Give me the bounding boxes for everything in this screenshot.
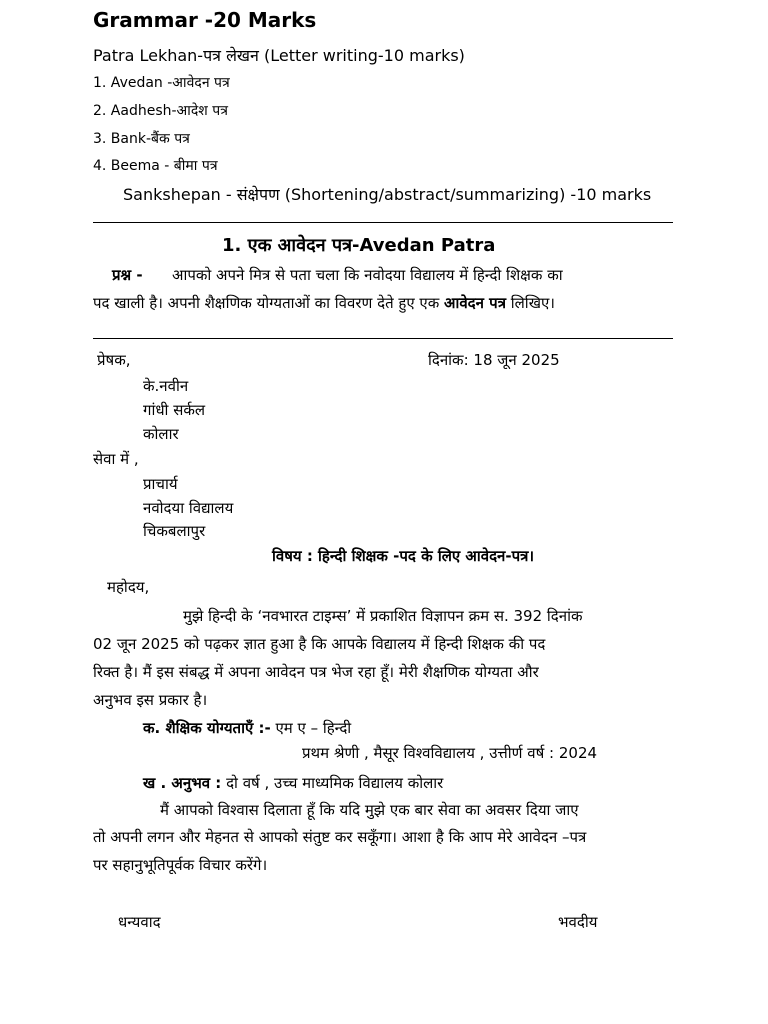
paragraph-line: 02 जून 2025 को पढ़कर ज्ञात हुआ है कि आपके विद्यालय में हिन्दी शिक्षक की पद [93, 635, 546, 653]
letter-subject: विषय : हिन्दी शिक्षक -पद के लिए आवेदन-पत्र। [272, 547, 535, 565]
paragraph-line: मुझे हिन्दी के ‘नवभारत टाइम्स’ में प्रकाशित विज्ञापन क्रम स. 392 दिनांक [183, 607, 583, 625]
list-item: 4. Beema - बीमा पत्र [93, 158, 218, 174]
paragraph-line: रिक्त है। मैं इस संबद्ध में अपना आवेदन पत्र भेज रहा हूँ। मेरी शैक्षणिक योग्यता और [93, 663, 539, 681]
question-text: पद खाली है। अपनी शैक्षणिक योग्यताओं का विवरण देते हुए एक [93, 294, 444, 312]
qualification-line [143, 718, 351, 738]
qualification-detail: प्रथम श्रेणी , मैसूर विश्वविद्यालय , उत्तीर्ण वर्ष : 2024 [302, 744, 598, 762]
page-title: Grammar -20 Marks [93, 8, 317, 32]
subtitle: Patra Lekhan-पत्र लेखन (Letter writing-10 marks) [93, 46, 465, 65]
question-emphasis: आवेदन पत्र [444, 294, 506, 312]
experience-label: ख . अनुभव : [143, 774, 222, 792]
qualification-label: क. शैक्षिक योग्यताएँ :- [143, 719, 271, 737]
experience-value: दो वर्ष , उच्च माध्यमिक विद्यालय कोलार [221, 774, 444, 792]
sankshepan-line: Sankshepan - संक्षेपण (Shortening/abstract/summarizing) -10 marks [123, 185, 652, 204]
paragraph-line: तो अपनी लगन और मेहनत से आपको संतुष्ट कर सकूँगा। आशा है कि आप मेरे आवेदन –पत्र [93, 828, 587, 846]
paragraph-line: अनुभव इस प्रकार है। [93, 691, 208, 709]
letter-date: दिनांक: 18 जून 2025 [428, 351, 560, 369]
qualification-value: एम ए – हिन्दी [270, 719, 352, 737]
recipient-address-line: नवोदया विद्यालय [143, 499, 234, 517]
list-item: 3. Bank-बैंक पत्र [93, 131, 190, 147]
sender-label: प्रेषक, [97, 351, 131, 369]
sender-address-line: गांधी सर्कल [143, 401, 206, 419]
divider [93, 338, 673, 339]
list-item: 2. Aadhesh-आदेश पत्र [93, 103, 228, 119]
list-item: 1. Avedan -आवेदन पत्र [93, 75, 230, 91]
question-line: आपको अपने मित्र से पता चला कि नवोदया विद्यालय में हिन्दी शिक्षक का [172, 266, 563, 284]
recipient-address-line: प्राचार्य [143, 475, 178, 493]
paragraph-line: पर सहानुभूतिपूर्वक विचार करेंगे। [93, 856, 268, 874]
paragraph-line: मैं आपको विश्वास दिलाता हूँ कि यदि मुझे एक बार सेवा का अवसर दिया जाए [160, 801, 579, 819]
section-heading: 1. एक आवेदन पत्र-Avedan Patra [222, 235, 496, 256]
sender-address-line: कोलार [143, 425, 179, 443]
sender-address-line: के.नवीन [143, 377, 189, 395]
question-text: लिखिए। [505, 294, 555, 312]
divider [93, 222, 673, 223]
recipient-address-line: चिकबलापुर [143, 522, 206, 540]
closing-text: भवदीय [558, 913, 598, 931]
thanks-text: धन्यवाद [118, 913, 161, 931]
question-line [93, 293, 555, 313]
salutation: महोदय, [107, 578, 150, 596]
experience-line [143, 773, 443, 793]
question-label: प्रश्न - [112, 266, 143, 284]
recipient-label: सेवा में , [93, 450, 139, 468]
